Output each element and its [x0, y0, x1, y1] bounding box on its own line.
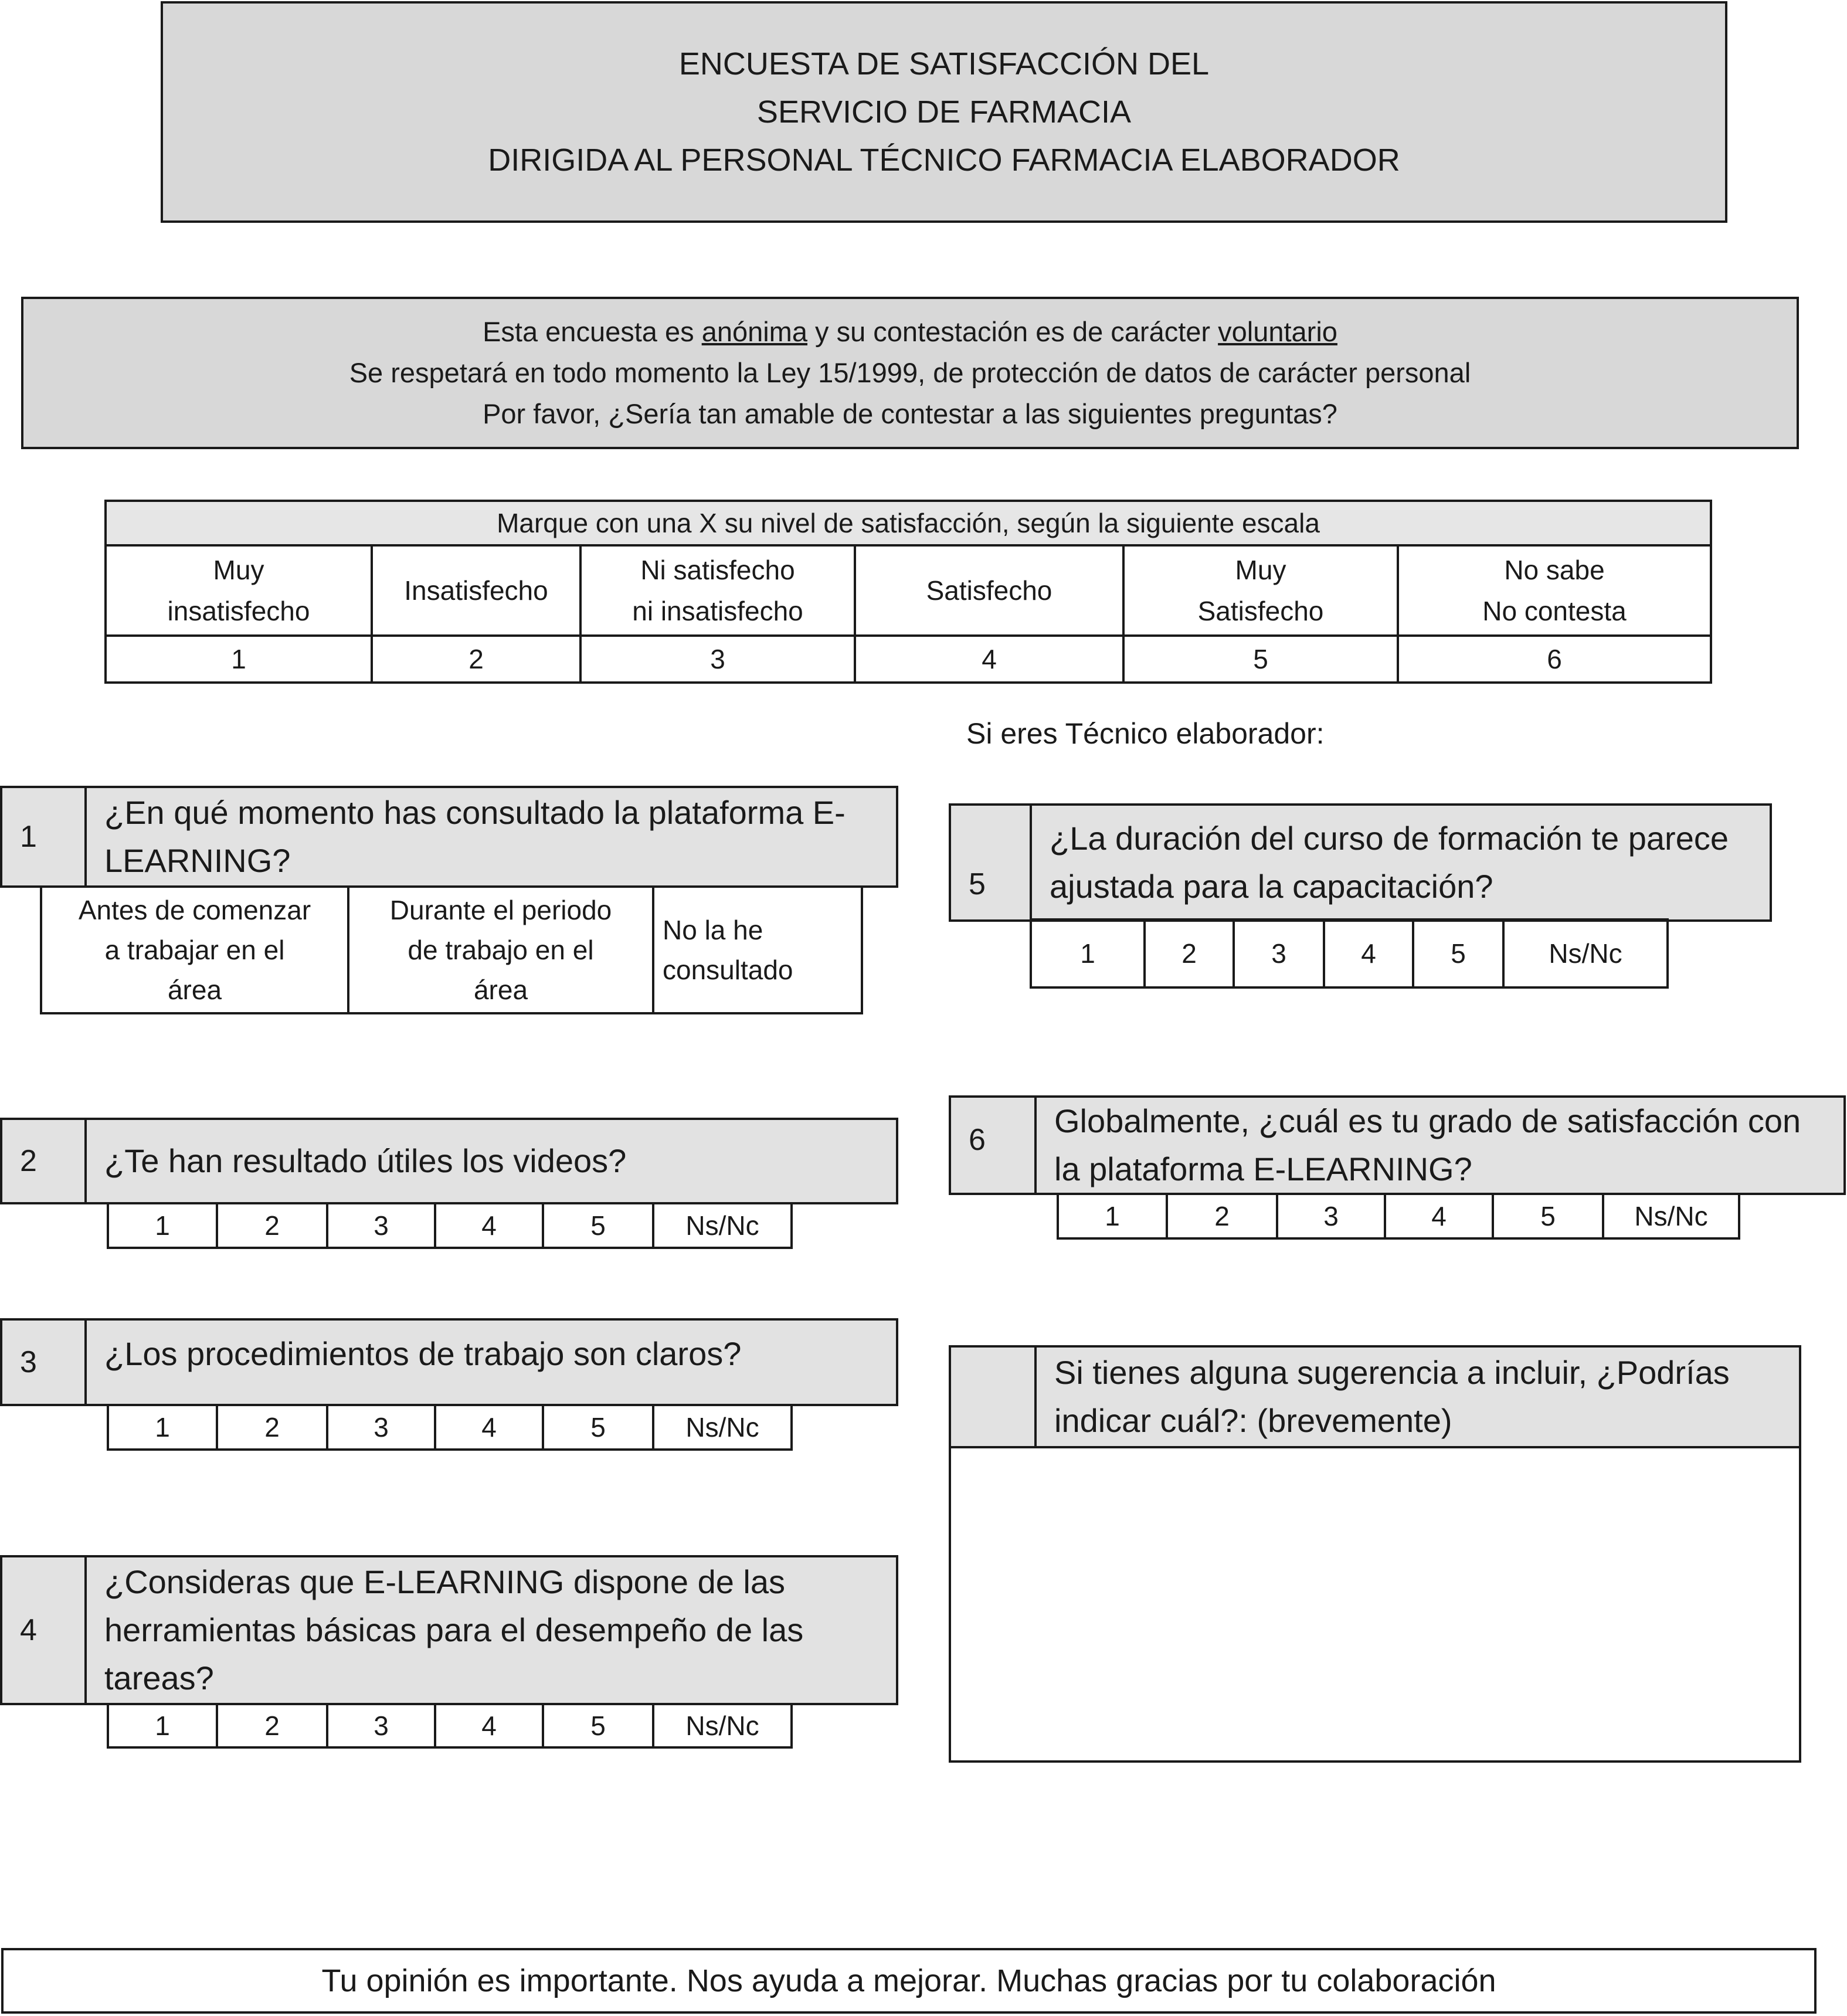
q3-rating — [107, 1404, 793, 1451]
survey-title-line-2: SERVICIO DE FARMACIA — [756, 94, 1132, 130]
q4-rating-nsnc[interactable]: Ns/Nc — [653, 1704, 792, 1747]
q4-rating-3[interactable]: 3 — [327, 1704, 435, 1747]
q1-option-before[interactable]: Antes de comenzar a trabajar en el área — [41, 887, 348, 1013]
q1-options — [40, 885, 863, 1014]
intro-line-1 — [483, 311, 1337, 352]
q4-rating-1[interactable]: 1 — [108, 1704, 217, 1747]
q5-rating-2[interactable]: 2 — [1145, 919, 1234, 987]
q3-number: 3 — [0, 1318, 87, 1406]
q3-rating-nsnc[interactable]: Ns/Nc — [653, 1405, 792, 1450]
q2-rating-2[interactable]: 2 — [217, 1203, 327, 1248]
q6-rating-1[interactable]: 1 — [1058, 1194, 1167, 1238]
q2-rating-nsnc[interactable]: Ns/Nc — [653, 1203, 792, 1248]
q2-question: ¿Te han resultado útiles los videos? — [84, 1118, 898, 1204]
q4-rating-2[interactable]: 2 — [217, 1704, 327, 1747]
q3-rating-2[interactable]: 2 — [217, 1405, 327, 1450]
suggestion-question: Si tienes alguna sugerencia a incluir, ¿Podrías indicar cuál?: (brevemente) — [1034, 1345, 1801, 1448]
survey-title-line-3: DIRIGIDA AL PERSONAL TÉCNICO FARMACIA ELABORADOR — [488, 142, 1400, 178]
satisfaction-scale-table — [104, 500, 1712, 684]
survey-title-box — [161, 1, 1727, 223]
q3-rating-3[interactable]: 3 — [327, 1405, 435, 1450]
q3-rating-1[interactable]: 1 — [108, 1405, 217, 1450]
scale-value-4: 4 — [855, 636, 1123, 683]
q6-rating-3[interactable]: 3 — [1277, 1194, 1385, 1238]
suggestion-answer-box[interactable] — [949, 1446, 1801, 1763]
intro-anonima: anónima — [701, 316, 807, 347]
scale-label-2: Insatisfecho — [372, 545, 580, 636]
intro-line-3: Por favor, ¿Sería tan amable de contestar a las siguientes preguntas? — [483, 398, 1337, 429]
intro-box — [21, 297, 1799, 449]
q5-rating-5[interactable]: 5 — [1413, 919, 1503, 987]
q6-rating-2[interactable]: 2 — [1167, 1194, 1277, 1238]
q5-rating-4[interactable]: 4 — [1324, 919, 1413, 987]
q6-rating-5[interactable]: 5 — [1493, 1194, 1603, 1238]
q2-rating — [107, 1202, 793, 1249]
q5-rating-1[interactable]: 1 — [1031, 919, 1145, 987]
scale-label-3: Ni satisfecho ni insatisfecho — [580, 545, 855, 636]
scale-label-6: No sabe No contesta — [1398, 545, 1711, 636]
intro-text-b: y su contestación es de carácter — [807, 316, 1218, 347]
q5-rating-3[interactable]: 3 — [1234, 919, 1324, 987]
q1-option-during[interactable]: Durante el periodo de trabajo en el área — [348, 887, 653, 1013]
q6-rating-nsnc[interactable]: Ns/Nc — [1603, 1194, 1739, 1238]
q1-option-not-consulted[interactable]: No la he consultado — [653, 887, 862, 1013]
q2-number: 2 — [0, 1118, 87, 1204]
q5-question: ¿La duración del curso de formación te parece ajustada para la capacitación? — [1030, 803, 1772, 922]
q4-rating-4[interactable]: 4 — [435, 1704, 543, 1747]
q2-rating-3[interactable]: 3 — [327, 1203, 435, 1248]
intro-line-2: Se respetará en todo momento la Ley 15/1999, de protección de datos de carácter personal — [349, 357, 1471, 388]
q2-rating-4[interactable]: 4 — [435, 1203, 543, 1248]
q6-rating — [1057, 1193, 1740, 1240]
q2-rating-1[interactable]: 1 — [108, 1203, 217, 1248]
q1-number: 1 — [0, 786, 87, 888]
scale-value-2: 2 — [372, 636, 580, 683]
q6-number: 6 — [949, 1095, 1037, 1195]
q5-rating-nsnc[interactable]: Ns/Nc — [1503, 919, 1668, 987]
q1-question: ¿En qué momento has consultado la plataforma E-LEARNING? — [84, 786, 898, 888]
scale-label-1: Muy insatisfecho — [106, 545, 372, 636]
tecnico-note: Si eres Técnico elaborador: — [966, 717, 1325, 750]
q5-rating — [1030, 918, 1669, 989]
scale-value-3: 3 — [580, 636, 855, 683]
q3-rating-5[interactable]: 5 — [543, 1405, 653, 1450]
footer-thanks: Tu opinión es importante. Nos ayuda a mejorar. Muchas gracias por tu colaboración — [1, 1948, 1817, 2014]
q6-rating-4[interactable]: 4 — [1385, 1194, 1493, 1238]
scale-value-1: 1 — [106, 636, 372, 683]
scale-value-5: 5 — [1123, 636, 1398, 683]
q6-question: Globalmente, ¿cuál es tu grado de satisfacción con la plataforma E-LEARNING? — [1034, 1095, 1846, 1195]
q4-number: 4 — [0, 1555, 87, 1705]
q4-rating-5[interactable]: 5 — [543, 1704, 653, 1747]
intro-text-a: Esta encuesta es — [483, 316, 702, 347]
q4-rating — [107, 1703, 793, 1749]
scale-heading: Marque con una X su nivel de satisfacción, según la siguiente escala — [106, 501, 1711, 545]
survey-title-line-1: ENCUESTA DE SATISFACCIÓN DEL — [678, 46, 1210, 82]
q3-rating-4[interactable]: 4 — [435, 1405, 543, 1450]
intro-voluntario: voluntario — [1218, 316, 1337, 347]
q5-number: 5 — [949, 803, 1033, 922]
q2-rating-5[interactable]: 5 — [543, 1203, 653, 1248]
q3-question: ¿Los procedimientos de trabajo son claros? — [84, 1318, 898, 1406]
scale-value-6: 6 — [1398, 636, 1711, 683]
scale-label-4: Satisfecho — [855, 545, 1123, 636]
scale-label-5: Muy Satisfecho — [1123, 545, 1398, 636]
q4-question: ¿Consideras que E-LEARNING dispone de las herramientas básicas para el desempeño de las tareas? — [84, 1555, 898, 1705]
suggestion-number-cell — [949, 1345, 1037, 1448]
